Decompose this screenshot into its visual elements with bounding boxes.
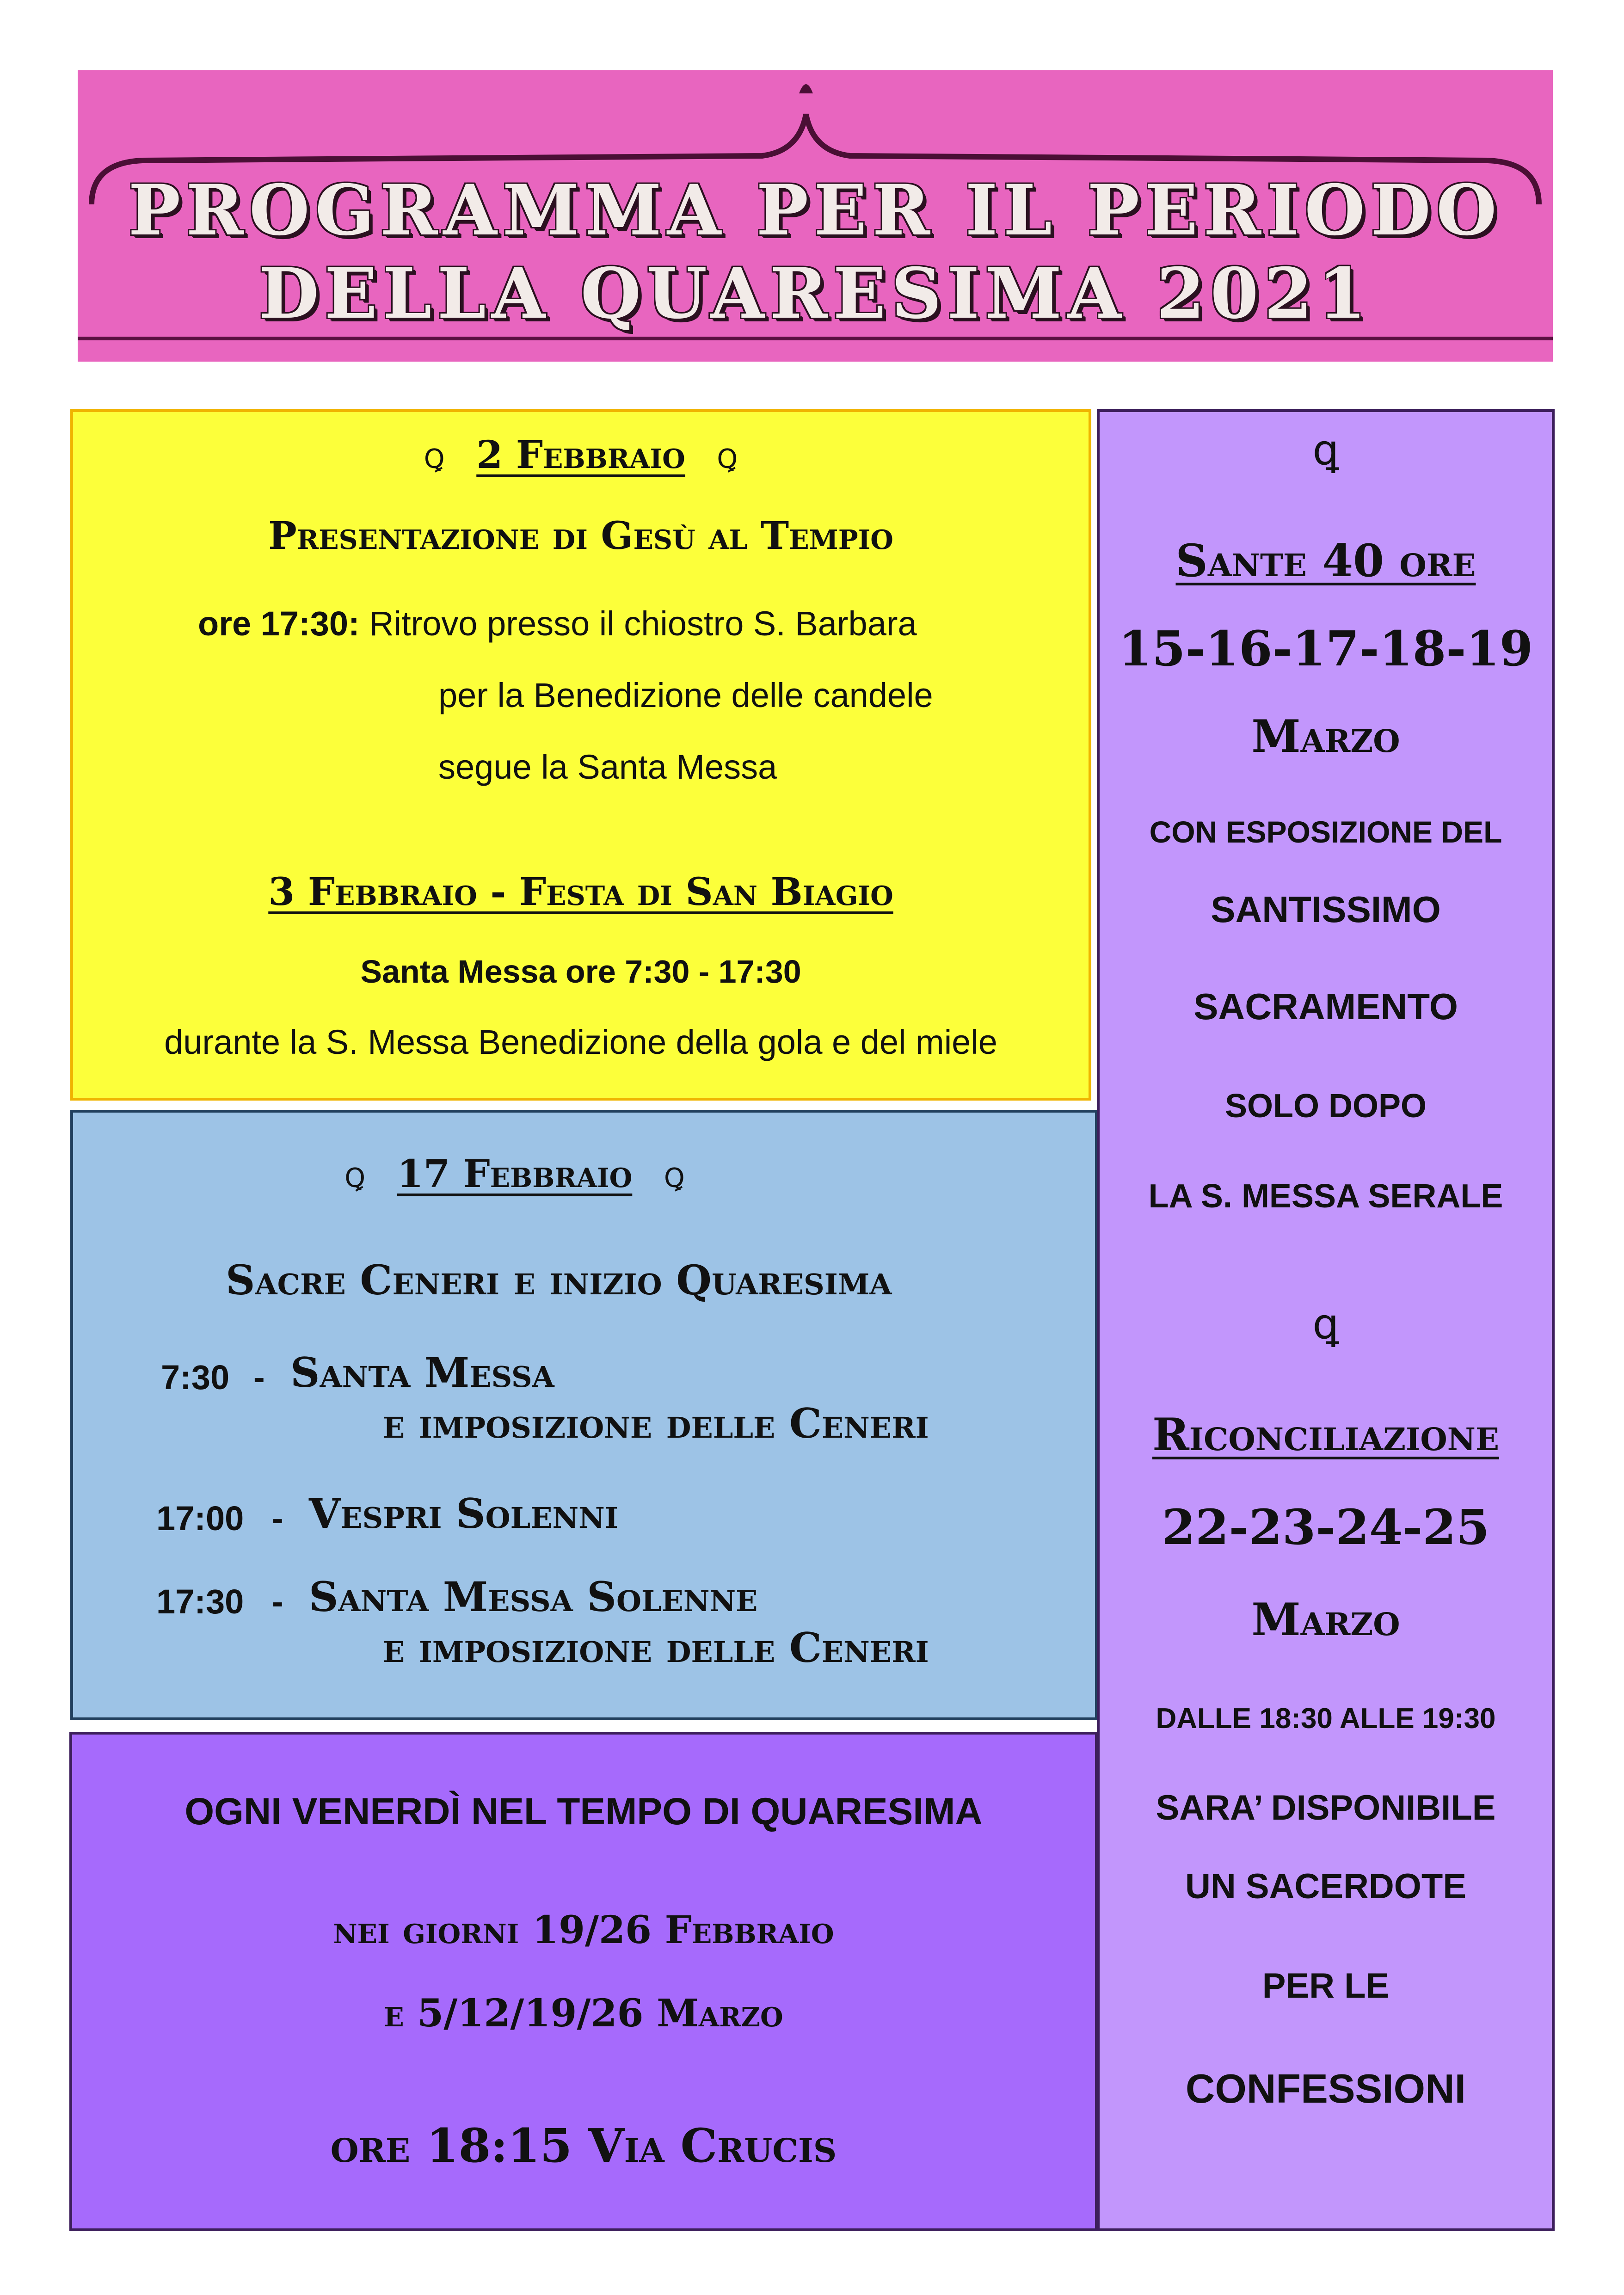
confession-title: Riconciliazione (1152, 1409, 1500, 1461)
side-column (1097, 409, 1555, 2231)
flourish-icon: ꝗ (717, 433, 738, 477)
schedule-time: 17:00 (156, 1499, 244, 1538)
adoration-line5: LA S. MESSA SERALE (1148, 1178, 1503, 1215)
feb17-date: 17 Febbraio (397, 1152, 633, 1196)
header-banner (78, 70, 1553, 362)
feb17-section (70, 1110, 1098, 1720)
adoration-title: Sante 40 ore (1175, 535, 1476, 587)
schedule-separator: - (272, 1582, 283, 1621)
feast-blessing-note: durante la S. Messa Benedizione della gola e del miele (164, 1023, 997, 1061)
schedule-separator: - (272, 1499, 283, 1538)
confession-hours: DALLE 18:30 ALLE 19:30 (1156, 1703, 1496, 1735)
feast-san-biagio-title: 3 Febbraio - Festa di San Biagio (268, 870, 893, 914)
feb2-time-label: ore 17:30: (198, 604, 360, 643)
feb17-event: Sacre Ceneri e inizio Quaresima (226, 1256, 892, 1304)
schedule-time: 17:30 (156, 1582, 244, 1621)
schedule-title: Vespri Solenni (309, 1489, 618, 1538)
page-title-line1: PROGRAMMA PER IL PERIODO (128, 170, 1502, 251)
feb2-line3: segue la Santa Messa (438, 748, 777, 786)
feb2-line1-text: Ritrovo presso il chiostro S. Barbara (369, 604, 917, 643)
feb2-section (70, 409, 1091, 1101)
confession-line3: PER LE (1262, 1966, 1390, 2006)
schedule-title: Santa Messa Solenne (309, 1573, 758, 1621)
feb2-line1 (198, 604, 917, 643)
schedule-subtitle: e imposizione delle Ceneri (383, 1399, 929, 1447)
confession-line1: SARA’ DISPONIBILE (1156, 1788, 1496, 1827)
confession-month: Marzo (1251, 1594, 1400, 1646)
via-crucis-time: ore 18:15 Via Crucis (330, 2118, 837, 2173)
feb17-date-heading (4, 1152, 1026, 1196)
feb2-event: Presentazione di Gesù al Tempio (268, 514, 893, 558)
fridays-days-line2: e 5/12/19/26 Marzo (384, 1991, 783, 2036)
flourish-icon: ꝗ (1312, 426, 1339, 474)
adoration-dates: 15-16-17-18-19 (1118, 620, 1533, 677)
schedule-title: Santa Messa (290, 1348, 554, 1397)
confession-line4: CONFESSIONI (1185, 2066, 1466, 2111)
adoration-line4: SOLO DOPO (1224, 1088, 1427, 1125)
confession-line2: UN SACERDOTE (1185, 1867, 1467, 1906)
feb2-date-heading (73, 433, 1089, 477)
flourish-icon: ꝗ (424, 433, 445, 477)
flourish-icon: ꝗ (664, 1152, 685, 1196)
schedule-separator: - (253, 1358, 265, 1397)
schedule-subtitle: e imposizione delle Ceneri (383, 1624, 929, 1672)
adoration-line3: SACRAMENTO (1193, 986, 1458, 1027)
fridays-heading: OGNI VENERDÌ NEL TEMPO DI QUARESIMA (185, 1790, 983, 1833)
header-divider (78, 337, 1553, 340)
feast-mass-times: Santa Messa ore 7:30 - 17:30 (360, 954, 801, 990)
flourish-icon: ꝗ (1312, 1300, 1339, 1348)
feb2-date: 2 Febbraio (476, 433, 685, 477)
fridays-section (69, 1732, 1098, 2231)
confession-dates: 22-23-24-25 (1162, 1499, 1490, 1556)
flourish-icon: ꝗ (344, 1152, 366, 1196)
adoration-month: Marzo (1251, 710, 1400, 763)
fridays-days-line1: nei giorni 19/26 Febbraio (333, 1908, 834, 1952)
adoration-line1: CON ESPOSIZIONE DEL (1149, 815, 1502, 849)
feb2-line2: per la Benedizione delle candele (438, 676, 933, 714)
schedule-time: 7:30 (161, 1358, 230, 1397)
page-title-line2: DELLA QUARESIMA 2021 (258, 253, 1372, 334)
adoration-line2: SANTISSIMO (1211, 889, 1441, 930)
